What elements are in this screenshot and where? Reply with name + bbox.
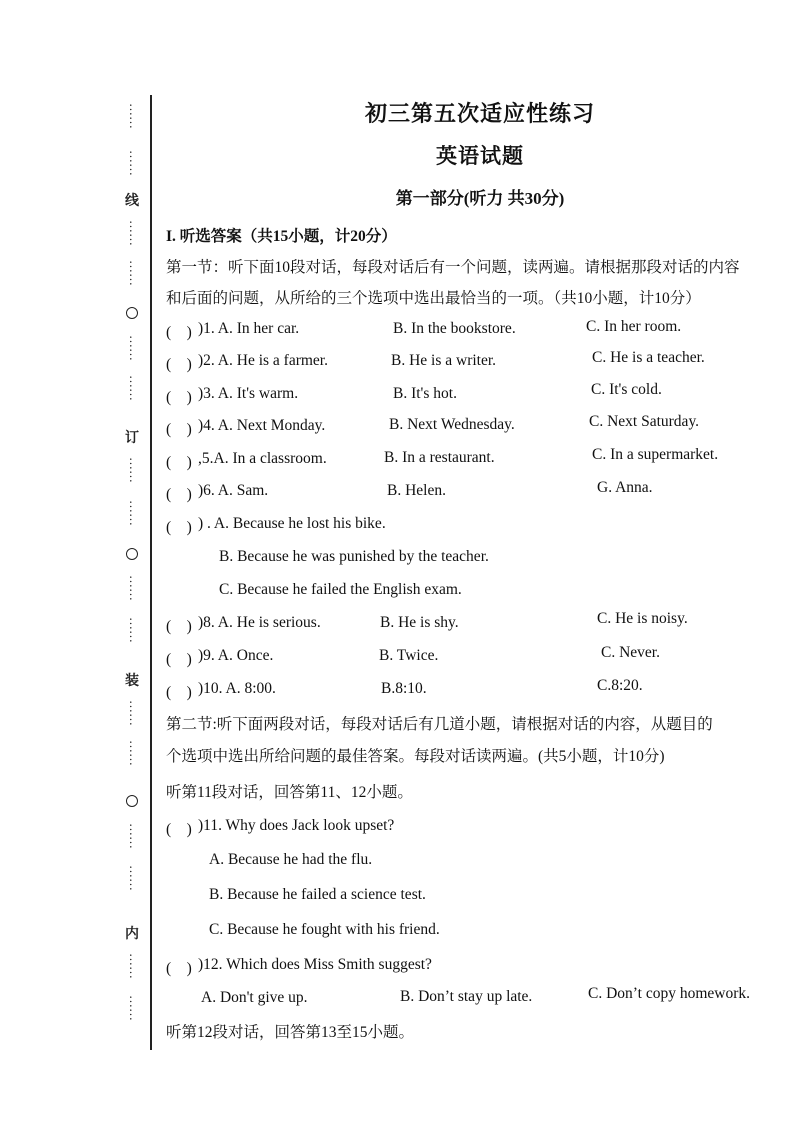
binding-char-xian: 线 <box>125 194 139 209</box>
dialog-12-instruction: 听第12段对话，回答第13至15小题。 <box>166 1024 415 1041</box>
question-1-option-c: C. In her room. <box>586 318 682 335</box>
question-11-option-a: A. Because he had the flu. <box>209 851 373 868</box>
question-5-option-c: C. In a supermarket. <box>592 446 719 463</box>
question-4-option-b: B. Next Wednesday. <box>389 416 515 433</box>
binding-dots: …… <box>127 335 142 361</box>
dialog-11-instruction: 听第11段对话，回答第11、12小题。 <box>166 784 413 801</box>
answer-blank[interactable]: ( ) <box>166 454 192 471</box>
question-12-stem: )12. Which does Miss Smith suggest? <box>198 956 432 973</box>
binding-dots: …… <box>127 260 142 286</box>
answer-blank[interactable]: ( ) <box>166 486 192 503</box>
binding-dots: …… <box>127 375 142 401</box>
binding-hole <box>126 795 138 807</box>
answer-blank[interactable]: ( ) <box>166 324 192 341</box>
question-4-option-c: C. Next Saturday. <box>589 413 700 430</box>
binding-dots: …… <box>127 150 142 176</box>
section1-heading: I. 听选答案（共15小题，计20分） <box>166 228 397 245</box>
question-6-option-c: G. Anna. <box>597 479 653 496</box>
binding-dots: …… <box>127 953 142 979</box>
binding-char-zhuang: 装 <box>125 674 139 689</box>
question-4-option-a: )4. A. Next Monday. <box>198 417 326 434</box>
binding-dots: …… <box>127 995 142 1021</box>
question-11-stem: )11. Why does Jack look upset? <box>198 817 395 834</box>
answer-blank[interactable]: ( ) <box>166 356 192 373</box>
binding-margin <box>118 95 148 1045</box>
question-7-option-b: B. Because he was punished by the teacher. <box>219 548 489 565</box>
question-9-option-a: )9. A. Once. <box>198 647 274 664</box>
binding-dots: …… <box>127 700 142 726</box>
question-11-option-c: C. Because he fought with his friend. <box>209 921 440 938</box>
answer-blank[interactable]: ( ) <box>166 821 192 838</box>
binding-rule <box>150 95 152 1050</box>
question-7-option-c: C. Because he failed the English exam. <box>219 581 462 598</box>
question-1-option-b: B. In the bookstore. <box>393 320 516 337</box>
answer-blank[interactable]: ( ) <box>166 389 192 406</box>
question-10-option-c: C.8:20. <box>597 677 643 694</box>
answer-blank[interactable]: ( ) <box>166 618 192 635</box>
question-8-option-b: B. He is shy. <box>380 614 459 631</box>
binding-dots: …… <box>127 823 142 849</box>
answer-blank[interactable]: ( ) <box>166 684 192 701</box>
question-1-option-a: )1. A. In her car. <box>198 320 300 337</box>
answer-blank[interactable]: ( ) <box>166 519 192 536</box>
section2-intro-2: 个选项中选出所给问题的最佳答案。每段对话读两遍。(共5小题，计10分) <box>166 748 665 765</box>
question-8-option-a: )8. A. He is serious. <box>198 614 321 631</box>
binding-hole <box>126 307 138 319</box>
question-10-option-b: B.8:10. <box>381 680 427 697</box>
question-12-option-a: A. Don't give up. <box>201 989 308 1006</box>
question-12-option-b: B. Don’t stay up late. <box>400 988 533 1005</box>
binding-dots: …… <box>127 220 142 246</box>
answer-blank[interactable]: ( ) <box>166 651 192 668</box>
question-3-option-a: )3. A. It's warm. <box>198 385 299 402</box>
binding-dots: …… <box>127 103 142 129</box>
question-7-option-a: ) . A. Because he lost his bike. <box>198 515 386 532</box>
question-9-option-c: C. Never. <box>601 644 660 661</box>
binding-dots: …… <box>127 740 142 766</box>
binding-dots: …… <box>127 575 142 601</box>
binding-dots: …… <box>127 500 142 526</box>
answer-blank[interactable]: ( ) <box>166 421 192 438</box>
question-3-option-b: B. It's hot. <box>393 385 457 402</box>
question-2-option-c: C. He is a teacher. <box>592 349 705 366</box>
question-2-option-b: B. He is a writer. <box>391 352 497 369</box>
binding-char-nei: 内 <box>125 927 139 942</box>
subject-title: 英语试题 <box>436 144 524 168</box>
question-11-option-b: B. Because he failed a science test. <box>209 886 426 903</box>
answer-blank[interactable]: ( ) <box>166 960 192 977</box>
section2-intro-1: 第二节:听下面两段对话，每段对话后有几道小题，请根据对话的内容，从题目的 <box>166 716 713 733</box>
question-5-option-b: B. In a restaurant. <box>384 449 495 466</box>
question-10-option-a: )10. A. 8:00. <box>198 680 276 697</box>
binding-dots: …… <box>127 457 142 483</box>
question-6-option-a: )6. A. Sam. <box>198 482 269 499</box>
binding-hole <box>126 548 138 560</box>
section1-intro-1: 第一节：听下面10段对话，每段对话后有一个问题，读两遍。请根据那段对话的内容 <box>166 259 740 276</box>
question-3-option-c: C. It's cold. <box>591 381 662 398</box>
part-title: 第一部分(听力 共30分) <box>395 189 565 208</box>
question-12-option-c: C. Don’t copy homework. <box>588 985 751 1002</box>
question-6-option-b: B. Helen. <box>387 482 446 499</box>
section1-intro-2: 和后面的问题，从所给的三个选项中选出最恰当的一项。（共10小题，计10分） <box>166 290 701 307</box>
question-5-option-a: ,5.A. In a classroom. <box>198 450 327 467</box>
binding-dots: …… <box>127 865 142 891</box>
exam-title: 初三第五次适应性练习 <box>364 101 595 126</box>
question-2-option-a: )2. A. He is a farmer. <box>198 352 328 369</box>
binding-char-ding: 订 <box>125 431 139 446</box>
question-9-option-b: B. Twice. <box>379 647 439 664</box>
question-8-option-c: C. He is noisy. <box>597 610 688 627</box>
binding-dots: …… <box>127 617 142 643</box>
